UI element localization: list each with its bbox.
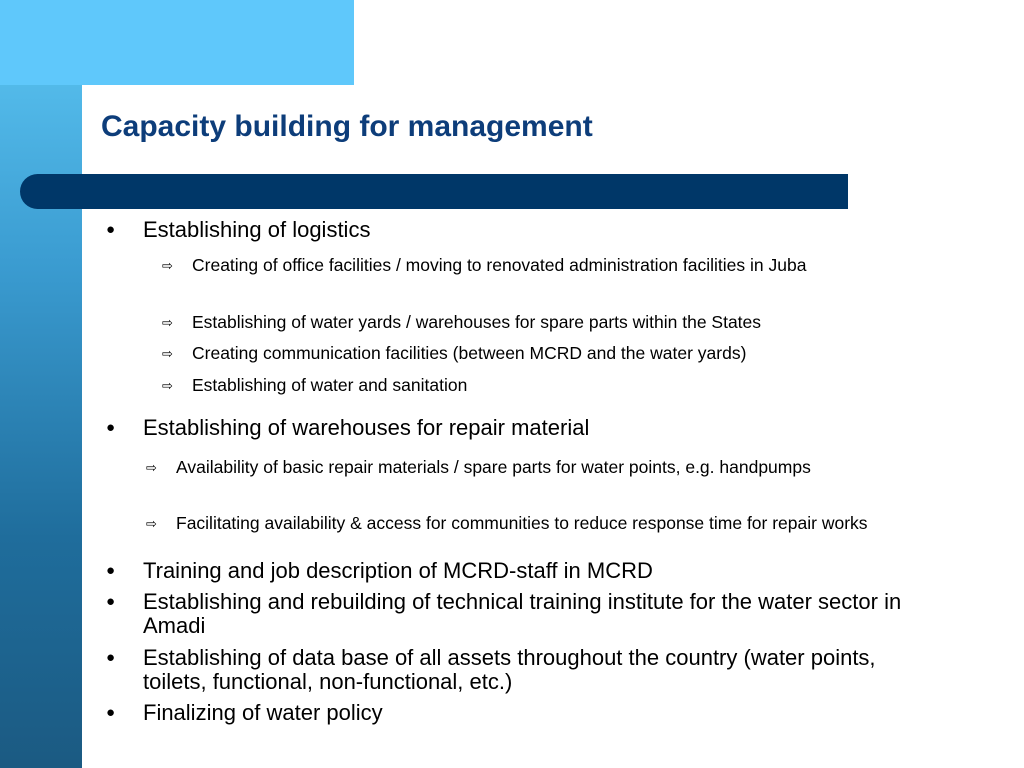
arrow-bullet-icon: ⇨ [162, 378, 173, 393]
list-item-text: Finalizing of water policy [143, 700, 383, 725]
sub-list-item-text: Facilitating availability & access for communities to reduce response time for repair works [176, 513, 868, 533]
list-item-text: Establishing and rebuilding of technical training institute for the water sector in Amadi [143, 589, 902, 638]
sub-list-item-text: Creating communication facilities (between MCRD and the water yards) [192, 343, 747, 363]
bullet-dot: ● [106, 221, 116, 238]
arrow-bullet-icon: ⇨ [162, 346, 173, 361]
left-gradient-band [0, 0, 82, 768]
list-item-text: Training and job description of MCRD-staff in MCRD [143, 558, 653, 583]
sub-list-item-text: Availability of basic repair materials / spare parts for water points, e.g. handpumps [176, 457, 811, 477]
list-item-text: Establishing of warehouses for repair material [143, 415, 590, 440]
arrow-bullet-icon: ⇨ [162, 258, 173, 273]
list-item-text: Establishing of logistics [143, 217, 371, 242]
sub-list-item-text: Creating of office facilities / moving to renovated administration facilities in Juba [192, 255, 807, 275]
title-underline-bar [20, 174, 848, 209]
arrow-bullet-icon: ⇨ [146, 516, 157, 531]
arrow-bullet-icon: ⇨ [146, 460, 157, 475]
sub-list-item-text: Establishing of water and sanitation [192, 375, 468, 395]
slide-title: Capacity building for management [101, 110, 593, 143]
top-left-cyan-block [0, 0, 354, 85]
list-item-text: Establishing of data base of all assets throughout the country (water points, toilets, functional, non-functional, etc.) [143, 645, 876, 694]
bullet-dot: ● [106, 419, 116, 436]
bullet-dot: ● [106, 562, 116, 579]
arrow-bullet-icon: ⇨ [162, 315, 173, 330]
bullet-dot: ● [106, 593, 116, 610]
bullet-dot: ● [106, 704, 116, 721]
bullet-dot: ● [106, 649, 116, 666]
sub-list-item-text: Establishing of water yards / warehouses for spare parts within the States [192, 312, 762, 332]
